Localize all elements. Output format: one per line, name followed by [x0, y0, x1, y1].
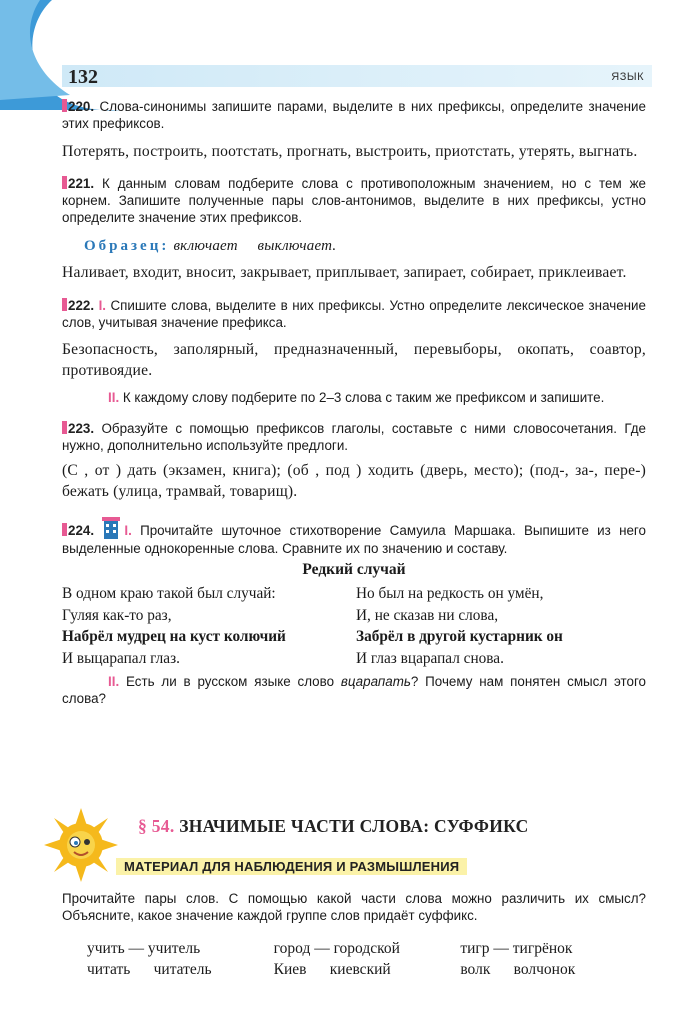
poem-line: Забрёл в другой кустарник он [356, 628, 563, 645]
task-222: 222. I. Спишите слова, выделите в них префиксы. Устно определите лексическое значение слов, учитывая значение префикса. [62, 298, 646, 330]
task-marker [62, 176, 67, 189]
poem-line: Но был на редкость он умён, [356, 585, 544, 602]
task-221-words: Наливает, входит, вносит, закрывает, приплывает, запирает, собирает, приклеивает. [62, 264, 627, 281]
word-pair: тигр — тигрёнок [460, 940, 573, 957]
word-pair: город — городской [273, 940, 400, 957]
running-head: ЯЗЫК [611, 71, 644, 83]
task-222-words: Безопасность, заполярный, предназначенный, перевыборы, окопать, соавтор, противоядие. [62, 341, 646, 379]
task-221-sample [62, 235, 646, 257]
word-row [87, 959, 647, 980]
exercises [62, 98, 646, 707]
poem-line: Гуляя как-то раз, [62, 606, 172, 624]
poem-line: И, не сказав ни слова, [356, 606, 499, 624]
task-220-words: Потерять, построить, поотстать, прогнать, выстроить, приотстать, утерять, выгнать. [62, 143, 638, 160]
poem-line: Набрёл мудрец на куст колючий [62, 628, 286, 645]
poem-line: И глаз вцарапал снова. [356, 649, 504, 667]
material-label: МАТЕРИАЛ ДЛЯ НАБЛЮДЕНИЯ И РАЗМЫШЛЕНИЯ [116, 858, 467, 875]
word-pair: читать читатель [87, 961, 212, 978]
task-marker [62, 421, 67, 434]
task-220: 220. Слова-синонимы запишите парами, выделите в них префиксы, определите значение этих префиксов. [62, 99, 646, 131]
word-pairs [87, 938, 647, 980]
task-224-part2: II. Есть ли в русском языке слово вцарапать? Почему нам понятен смысл этого слова? [62, 674, 647, 706]
task-marker [62, 298, 67, 311]
poem [62, 583, 646, 669]
sample-words: включает выключает. [173, 238, 337, 254]
section-symbol: § 54. [138, 816, 175, 836]
poem-line: И выцарапал глаз. [62, 649, 180, 667]
sample-label: Образец: [84, 238, 170, 254]
task-marker [62, 523, 67, 536]
poem-left-column [62, 583, 352, 669]
poem-title: Редкий случай [302, 561, 406, 578]
word-pair: волк волчонок [460, 961, 576, 978]
section-intro: Прочитайте пары слов. С помощью какой части слова можно различить их смысл? Объясните, какое значение каждой группе слов придаёт суффикс. [62, 891, 646, 923]
header-bar [62, 65, 652, 87]
task-223-words: (С , от ) дать (экзамен, книга); (об , под ) ходить (дверь, место); (под-, за-, пере-) бежать (улица, трамвай, товарищ). [62, 462, 646, 500]
word-row [87, 938, 647, 959]
page-number: 132 [68, 66, 98, 88]
poem-right-column [356, 583, 646, 669]
task-223: 223. Образуйте с помощью префиксов глаголы, составьте с ними словосочетания. Где нужно, дополнительно используйте предлоги. [62, 421, 646, 453]
section-title: § 54. ЗНАЧИМЫЕ ЧАСТИ СЛОВА: СУФФИКС [138, 816, 529, 836]
building-icon [102, 516, 120, 540]
sun-icon [42, 806, 120, 884]
task-224: 224. I. Прочитайте шуточное стихотворение Самуила Маршака. Выпишите из него выделенные однокоренные слова. Сравните их по значению и составу. [62, 516, 646, 557]
task-222-part2: II. К каждому слову подберите по 2–3 слова с таким же префиксом и запишите. [108, 390, 605, 405]
word-pair: учить — учитель [87, 940, 201, 957]
word-pair: Киев киевский [273, 961, 391, 978]
poem-line: В одном краю такой был случай: [62, 585, 276, 602]
task-221: 221. К данным словам подберите слова с противоположным значением, но с тем же корнем. Запишите полученные пары слов-антонимов, выделите в них префиксы, устно определите значение этих префиксов. [62, 176, 646, 225]
task-marker [62, 99, 67, 112]
